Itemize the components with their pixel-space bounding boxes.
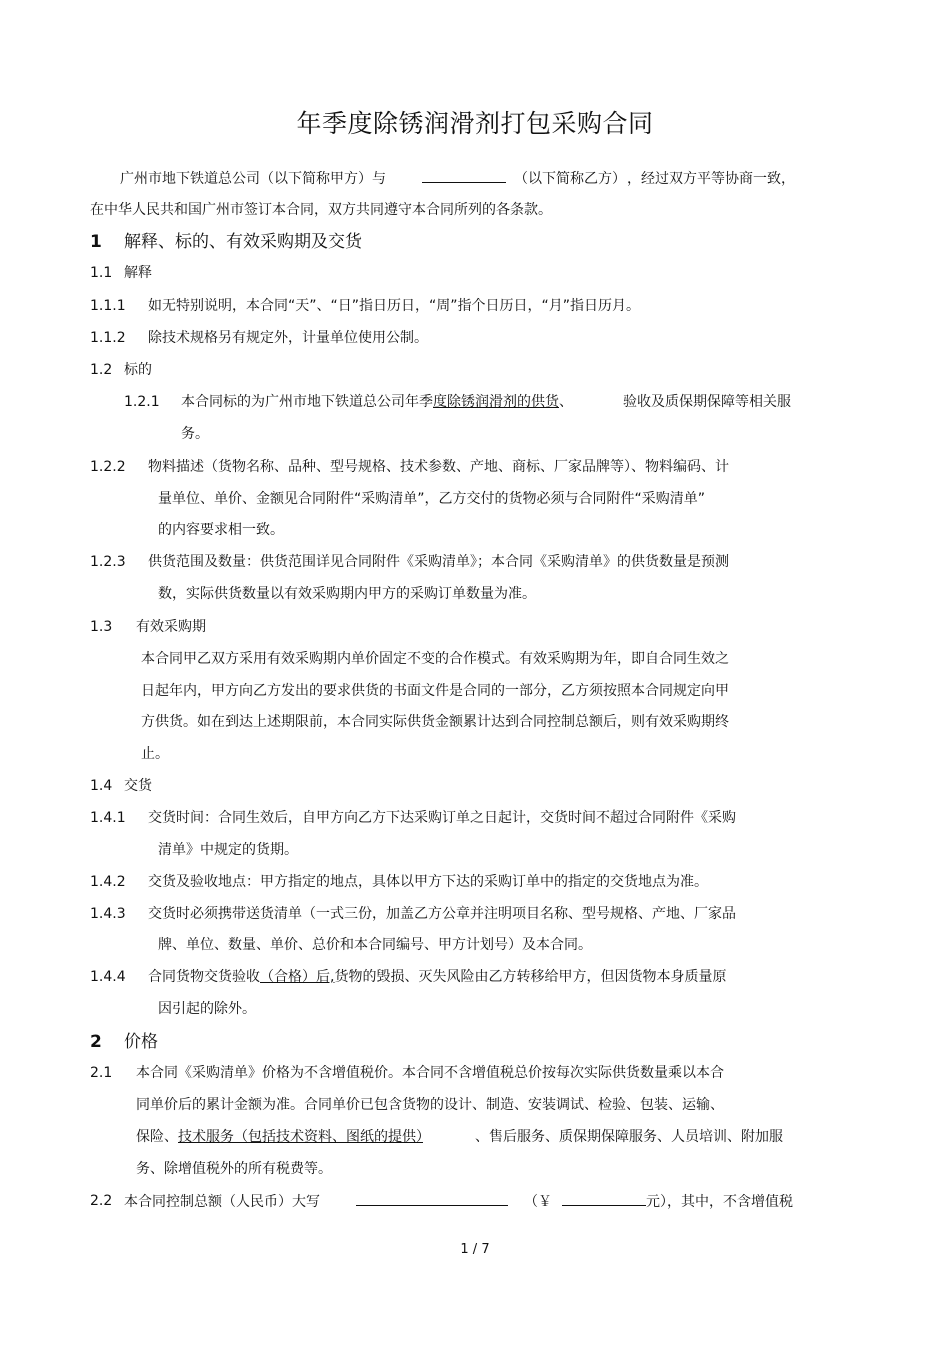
clause-2-1-line-3: 保险、技术服务（包括技术资料、图纸的提供） 、售后服务、质保期保障服务、人员培训、附加服 (136, 1129, 783, 1145)
clause-1-1-2-number: 1.1.2 (90, 330, 126, 346)
clause-2-1-number: 2.1 (90, 1065, 113, 1081)
intro-party-a: 广州市地下铁道总公司（以下简称甲方）与 (120, 171, 386, 187)
clause-1-3-line-3: 方供货。如在到达上述期限前，本合同实际供货金额累计达到合同控制总额后，则有效采购期终 (141, 714, 729, 730)
clause-1-1-1-number: 1.1.1 (90, 298, 126, 314)
section-1-title: 解释、标的、有效采购期及交货 (124, 232, 362, 252)
clause-1-4-3-line-1: 交货时必须携带送货清单（一式三份，加盖乙方公章并注明项目名称、型号规格、产地、厂家品 (148, 906, 736, 922)
clause-1-3-title: 有效采购期 (136, 619, 206, 635)
clause-2-2-line-1: 本合同控制总额（人民币）大写 （￥ 元），其中，不含增值税 (124, 1191, 793, 1212)
clause-1-4-3-number: 1.4.3 (90, 906, 126, 922)
clause-1-2-2-line-2: 量单位、单价、金额见合同附件“采购清单”，乙方交付的货物必须与合同附件“采购清单” (158, 491, 706, 507)
clause-1-3-line-4: 止。 (141, 746, 169, 762)
clause-1-2-1-line-1: 本合同标的为广州市地下铁道总公司年季度除锈润滑剂的供货、 验收及质保期保障等相关服 (181, 394, 791, 410)
clause-1-4-2-line-1: 交货及验收地点：甲方指定的地点，具体以甲方下达的采购订单中的指定的交货地点为准。 (148, 874, 708, 890)
underlined-subject: 度除锈润滑剂的供货 (433, 394, 559, 410)
clause-1-2-2-line-3: 的内容要求相一致。 (158, 522, 284, 538)
section-2-number: 2 (90, 1032, 102, 1052)
clause-1-1-1-text: 如无特别说明，本合同“天”、“日”指日历日，“周”指个日历日，“月”指日历月。 (148, 298, 641, 314)
clause-2-1-line-4: 务、除增值税外的所有税费等。 (136, 1161, 332, 1177)
clause-1-1-2-text: 除技术规格另有规定外，计量单位使用公制。 (148, 330, 428, 346)
clause-1-3-line-1: 本合同甲乙双方采用有效采购期内单价固定不变的合作模式。有效采购期为年，即自合同生效之 (141, 651, 729, 667)
intro-line-1 (120, 168, 795, 189)
clause-1-2-3-line-2: 数，实际供货数量以有效采购期内甲方的采购订单数量为准。 (158, 586, 536, 602)
clause-1-3-line-2: 日起年内，甲方向乙方发出的要求供货的书面文件是合同的一部分，乙方须按照本合同规定向甲 (141, 683, 729, 699)
clause-1-4-1-line-1: 交货时间：合同生效后，自甲方向乙方下达采购订单之日起计，交货时间不超过合同附件《采购 (148, 810, 736, 826)
intro-agreement: ，经过双方平等协商一致， (627, 171, 795, 187)
clause-2-2-number: 2.2 (90, 1193, 113, 1209)
clause-1-4-title: 交货 (124, 778, 152, 794)
clause-1-2-3-line-1: 供货范围及数量：供货范围详见合同附件《采购清单》；本合同《采购清单》的供货数量是预测 (148, 554, 729, 570)
clause-1-1-title: 解释 (124, 265, 152, 281)
underlined-tech-service: 技术服务（包括技术资料、图纸的提供） (178, 1129, 423, 1145)
clause-1-3-number: 1.3 (90, 619, 113, 635)
clause-1-2-1-number: 1.2.1 (124, 394, 160, 410)
intro-line-2: 在中华人民共和国广州市签订本合同，双方共同遵守本合同所列的各条款。 (90, 202, 552, 218)
underlined-acceptance: （合格）后, (260, 969, 335, 985)
clause-1-1-number: 1.1 (90, 265, 113, 281)
clause-1-4-4-line-1: 合同货物交货验收（合格）后,货物的毁损、灭失风险由乙方转移给甲方，但因货物本身质量原 (148, 969, 727, 985)
section-2-title: 价格 (124, 1032, 158, 1052)
clause-1-2-2-number: 1.2.2 (90, 459, 126, 475)
clause-1-2-1-line-2: 务。 (181, 426, 209, 442)
clause-1-4-3-line-2: 牌、单位、数量、单价、总价和本合同编号、甲方计划号）及本合同。 (158, 937, 592, 953)
party-b-blank (422, 168, 506, 183)
page-number: 1 / 7 (460, 1242, 490, 1257)
clause-1-4-1-line-2: 清单》中规定的货期。 (158, 842, 298, 858)
clause-1-4-4-line-2: 因引起的除外。 (158, 1001, 256, 1017)
clause-1-2-3-number: 1.2.3 (90, 554, 126, 570)
section-1-number: 1 (90, 232, 102, 252)
clause-2-1-line-1: 本合同《采购清单》价格为不含增值税价。本合同不含增值税总价按每次实际供货数量乘以本合 (136, 1065, 724, 1081)
clause-1-4-1-number: 1.4.1 (90, 810, 126, 826)
clause-1-2-2-line-1: 物料描述（货物名称、品种、型号规格、技术参数、产地、商标、厂家品牌等）、物料编码、计 (148, 459, 729, 475)
clause-1-2-number: 1.2 (90, 362, 113, 378)
page-title: 年季度除锈润滑剂打包采购合同 (296, 109, 654, 138)
intro-party-b: （以下简称乙方） (514, 171, 619, 187)
amount-figure-blank (562, 1191, 646, 1206)
clause-1-4-number: 1.4 (90, 778, 113, 794)
clause-1-4-2-number: 1.4.2 (90, 874, 126, 890)
amount-words-blank (356, 1191, 508, 1206)
clause-1-2-title: 标的 (124, 362, 152, 378)
clause-2-1-line-2: 同单价后的累计金额为准。合同单价已包含货物的设计、制造、安装调试、检验、包装、运输、 (136, 1097, 724, 1113)
clause-1-4-4-number: 1.4.4 (90, 969, 126, 985)
